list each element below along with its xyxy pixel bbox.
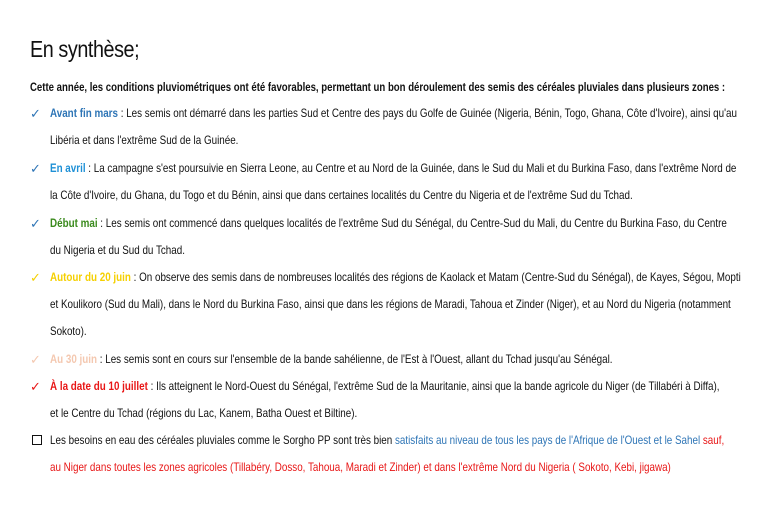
- period-label: Autour du 20 juin: [50, 270, 131, 284]
- checkmark-icon: ✓: [30, 161, 41, 176]
- period-label: Avant fin mars: [50, 106, 118, 120]
- item-text-continued: la Côte d'Ivoire, du Ghana, du Togo et du Bénin, ainsi que dans certaines localités du Centre du Nigeria et de l'extrême Sud du Tchad.: [50, 188, 633, 202]
- page-title: En synthèse;: [30, 36, 140, 62]
- note-text: Les besoins en eau des céréales pluviales comme le Sorgho PP sont très bien: [50, 433, 395, 447]
- period-label: À la date du 10 juillet: [50, 379, 148, 393]
- item-text: : On observe des semis dans de nombreuses localités des régions de Kaolack et Matam (Centre-Sud du Sénégal), de Kayes, Ségou, Mopti: [130, 270, 741, 284]
- item-text-continued: et le Centre du Tchad (régions du Lac, Kanem, Batha Ouest et Biltine).: [50, 406, 358, 420]
- item-text-continued: Sokoto).: [50, 324, 87, 338]
- period-label: Au 30 juin: [50, 352, 98, 366]
- intro-text: Cette année, les conditions pluviométriques ont été favorables, permettant un bon déroulement des semis des céréales pluviales dans plusieurs zones :: [30, 80, 726, 94]
- item-text: : Les semis ont démarré dans les parties Sud et Centre des pays du Golfe de Guinée (Nigeria, Bénin, Togo, Ghana, Côte d'Ivoire), ainsi qu'au: [117, 106, 737, 120]
- checkbox-square-icon: [32, 435, 42, 445]
- item-text: : Ils atteignent le Nord-Ouest du Sénégal, l'extrême Sud de la Mauritanie, ainsi que la bande agricole du Niger (de Tillabéri à Diffa),: [147, 379, 720, 393]
- note-exception: sauf,: [700, 433, 725, 447]
- note-exception-continued: au Niger dans toutes les zones agricoles (Tillabéry, Dosso, Tahoua, Maradi et Zinder) et dans l'extrême Nord du Nigeria ( Sokoto, Kebi, jigawa): [50, 460, 671, 474]
- checkmark-icon: ✓: [30, 106, 41, 121]
- note-highlight: satisfaits au niveau de tous les pays de l'Afrique de l'Ouest et le Sahel: [394, 433, 701, 447]
- period-label: En avril: [50, 161, 86, 175]
- checkmark-icon: ✓: [30, 352, 41, 367]
- checkmark-icon: ✓: [30, 216, 41, 231]
- period-label: Début mai: [50, 216, 98, 230]
- item-text-continued: Libéria et dans l'extrême Sud de la Guinée.: [50, 133, 239, 147]
- item-text: : Les semis ont commencé dans quelques localités de l'extrême Sud du Sénégal, du Centre-Sud du Mali, du Centre du Burkina Faso, du Centre: [97, 216, 727, 230]
- checkmark-icon: ✓: [30, 270, 41, 285]
- item-text-continued: du Nigeria et du Sud du Tchad.: [50, 243, 185, 257]
- checkmark-icon: ✓: [30, 379, 41, 394]
- item-text: : Les semis sont en cours sur l'ensemble de la bande sahélienne, de l'Est à l'Ouest, allant du Tchad jusqu'au Sénégal.: [97, 352, 613, 366]
- item-text: : La campagne s'est poursuivie en Sierra Leone, au Centre et au Nord de la Guinée, dans le Sud du Mali et du Burkina Faso, dans l'extrême Nord de: [85, 161, 737, 175]
- item-text-continued: et Koulikoro (Sud du Mali), dans le Nord du Burkina Faso, ainsi que dans les régions de Maradi, Tahoua et Zinder (Niger), et au Nord du Nigeria (notamment: [50, 297, 731, 311]
